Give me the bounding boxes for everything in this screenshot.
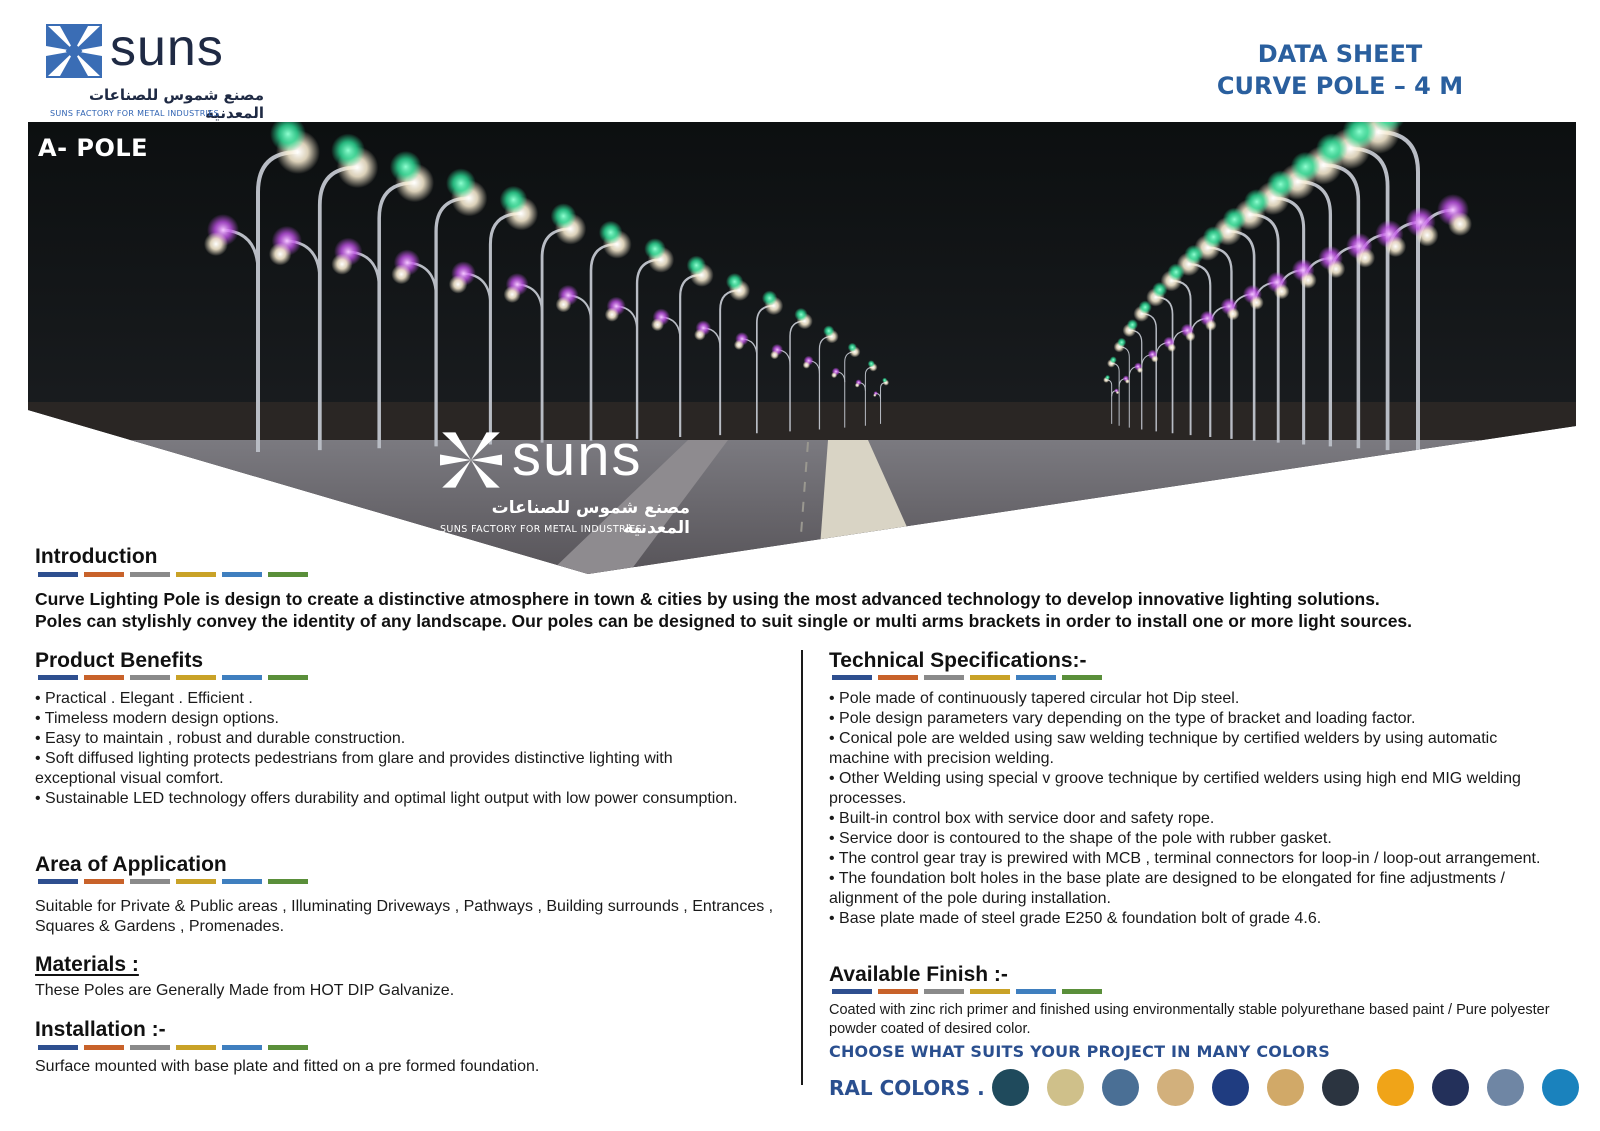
stripe-segment	[130, 675, 170, 680]
introduction-line1: Curve Lighting Pole is design to create a distinctive atmosphere in town & cities by using the most advanced technology to develop innovative lighting solutions.	[35, 589, 1380, 609]
green-lamp-glow	[1139, 301, 1152, 314]
company-logo	[46, 20, 276, 120]
stripe-segment	[222, 572, 262, 577]
stripe-segment	[878, 675, 918, 680]
white-lamp-glow	[331, 254, 352, 275]
stripe-segment	[176, 1045, 216, 1050]
white-lamp-glow	[1249, 295, 1263, 309]
installation-title: Installation :-	[35, 1018, 166, 1041]
white-lamp-glow	[1385, 236, 1406, 257]
stripe-segment	[84, 1045, 124, 1050]
available-finish-title: Available Finish :-	[829, 963, 1008, 986]
list-item: • Built-in control box with service door and safety rope.	[829, 810, 1215, 827]
green-lamp-glow	[1203, 226, 1225, 248]
stripe-segment	[176, 879, 216, 884]
stripe-segment	[1062, 989, 1102, 994]
green-lamp-glow	[1291, 152, 1321, 182]
green-lamp-glow	[687, 256, 706, 275]
green-lamp-glow	[1167, 263, 1184, 280]
stripe-segment	[268, 879, 308, 884]
list-item: • Other Welding using special v groove technique by certified welders using high end MIG welding processes.	[829, 770, 1521, 807]
brand-wordmark: suns	[110, 19, 224, 77]
list-item: • Sustainable LED technology offers durability and optimal light output with low power consumption.	[35, 790, 738, 807]
green-lamp-glow	[1127, 319, 1138, 330]
white-lamp-glow	[1355, 248, 1375, 268]
ral-color-swatch	[992, 1069, 1029, 1106]
white-lamp-glow	[1137, 367, 1143, 373]
brand-arabic-name: مصنع شموس للصناعات المعدنية	[88, 86, 264, 122]
white-lamp-glow	[831, 372, 837, 378]
hero-brand-english: SUNS FACTORY FOR METAL INDUSTRIES	[440, 524, 643, 535]
list-item: • Base plate made of steel grade E250 & foundation bolt of grade 4.6.	[829, 910, 1322, 927]
color-stripe	[38, 675, 312, 680]
green-lamp-glow	[446, 168, 476, 198]
white-lamp-glow	[1274, 284, 1290, 300]
datasheet-title-line2: CURVE POLE – 4 M	[1216, 72, 1464, 100]
green-lamp-glow	[331, 133, 365, 167]
stripe-segment	[130, 879, 170, 884]
white-lamp-glow	[803, 361, 810, 368]
stripe-segment	[84, 675, 124, 680]
green-lamp-glow	[1223, 208, 1247, 232]
list-item: • Pole design parameters vary depending on the type of bracket and loading factor.	[829, 710, 1416, 727]
white-lamp-glow	[269, 243, 292, 266]
ral-color-swatch	[1047, 1069, 1084, 1106]
stripe-segment	[1016, 989, 1056, 994]
white-lamp-glow	[1116, 391, 1119, 394]
white-lamp-glow	[391, 264, 411, 284]
white-lamp-glow	[504, 286, 521, 303]
white-lamp-glow	[651, 318, 664, 331]
stripe-segment	[222, 1045, 262, 1050]
choose-colors-tagline: CHOOSE WHAT SUITS YOUR PROJECT IN MANY COLORS	[829, 1042, 1330, 1061]
green-lamp-glow	[823, 325, 834, 336]
green-lamp-glow	[390, 151, 422, 183]
white-lamp-glow	[1416, 224, 1439, 247]
pole-type-label: A- POLE	[38, 134, 149, 162]
stripe-segment	[832, 675, 872, 680]
white-lamp-glow	[1167, 343, 1176, 352]
ral-color-swatch	[1542, 1069, 1579, 1106]
green-lamp-glow	[1105, 375, 1110, 380]
white-lamp-glow	[605, 307, 619, 321]
green-lamp-glow	[1110, 356, 1117, 363]
list-item: • Soft diffused lighting protects pedestrians from glare and provides distinctive lighting with exceptional visual comfort.	[35, 750, 673, 787]
stripe-segment	[38, 879, 78, 884]
white-lamp-glow	[1151, 355, 1158, 362]
green-lamp-glow	[1152, 282, 1167, 297]
ral-color-swatch	[1432, 1069, 1469, 1106]
ral-color-swatch	[1157, 1069, 1194, 1106]
list-item: • The foundation bolt holes in the base plate are designed to be elongated for fine adjustments / alignment of the pole during installation.	[829, 870, 1505, 907]
list-item: • Service door is contoured to the shape of the pole with rubber gasket.	[829, 830, 1332, 847]
stripe-segment	[268, 1045, 308, 1050]
green-lamp-glow	[1184, 245, 1203, 264]
color-stripe	[38, 1045, 312, 1050]
hero-brand-arabic: مصنع شموس للصناعات المعدنية	[491, 498, 690, 538]
installation-text: Surface mounted with base plate and fitted on a pre formed foundation.	[35, 1058, 540, 1075]
white-lamp-glow	[1205, 319, 1217, 331]
white-lamp-glow	[1226, 307, 1239, 320]
ral-color-swatches	[992, 1069, 1579, 1106]
stripe-segment	[38, 1045, 78, 1050]
suns-logo-icon	[46, 24, 102, 78]
stripe-segment	[84, 879, 124, 884]
brand-english-name: SUNS FACTORY FOR METAL INDUSTRIES	[50, 109, 219, 118]
hero-watermark-logo	[440, 423, 700, 548]
color-stripe	[832, 675, 1106, 680]
list-item: • Pole made of continuously tapered circular hot Dip steel.	[829, 690, 1240, 707]
list-item: • Timeless modern design options.	[35, 710, 279, 727]
green-lamp-glow	[762, 290, 777, 305]
green-lamp-glow	[868, 360, 875, 367]
list-item: • Conical pole are welded using saw welding technique by certified welders by using automatic machine with precision welding.	[829, 730, 1498, 767]
list-item: • Easy to maintain , robust and durable construction.	[35, 730, 406, 747]
green-lamp-glow	[1117, 338, 1126, 347]
stripe-segment	[1062, 675, 1102, 680]
stripe-segment	[38, 572, 78, 577]
stripe-segment	[268, 675, 308, 680]
ral-color-swatch	[1212, 1069, 1249, 1106]
white-lamp-glow	[1185, 331, 1195, 341]
product-benefits-list	[35, 689, 755, 809]
stripe-segment	[130, 572, 170, 577]
ral-color-swatch	[1102, 1069, 1139, 1106]
stripe-segment	[130, 1045, 170, 1050]
green-lamp-glow	[1316, 133, 1348, 165]
stripe-segment	[176, 572, 216, 577]
stripe-segment	[176, 675, 216, 680]
technical-specifications-list	[829, 689, 1559, 929]
area-of-application-text: Suitable for Private & Public areas , Illuminating Driveways , Pathways , Building surrounds , Entrances , Squares & Gardens , Promenades.	[35, 898, 774, 935]
stripe-segment	[222, 675, 262, 680]
white-lamp-glow	[1300, 272, 1317, 289]
white-lamp-glow	[1327, 260, 1345, 278]
color-stripe	[38, 572, 312, 577]
stripe-segment	[924, 675, 964, 680]
green-lamp-glow	[794, 308, 807, 321]
white-lamp-glow	[1448, 212, 1472, 236]
stripe-segment	[268, 572, 308, 577]
green-lamp-glow	[1244, 189, 1270, 215]
ral-color-swatch	[1377, 1069, 1414, 1106]
green-lamp-glow	[551, 203, 577, 229]
ral-colors-label: RAL COLORS .	[829, 1076, 985, 1100]
white-lamp-glow	[694, 329, 706, 341]
area-of-application-title: Area of Application	[35, 853, 227, 876]
ral-color-swatch	[1322, 1069, 1359, 1106]
stripe-segment	[1016, 675, 1056, 680]
column-divider	[801, 650, 803, 1085]
green-lamp-glow	[726, 273, 743, 290]
street-lights-illustration	[28, 122, 1576, 574]
available-finish-text: Coated with zinc rich primer and finished using environmentally stable polyurethane based paint / Pure polyester powder coated of desired color.	[829, 1002, 1550, 1037]
white-lamp-glow	[204, 232, 228, 256]
color-stripe	[832, 989, 1106, 994]
stripe-segment	[970, 989, 1010, 994]
green-lamp-glow	[599, 221, 623, 245]
white-lamp-glow	[855, 383, 860, 388]
list-item: • Practical . Elegant . Efficient .	[35, 690, 253, 707]
green-lamp-glow	[500, 186, 528, 214]
introduction-line2: Poles can stylishly convey the identity of any landscape. Our poles can be designed to suit single or multi arms brackets in order to install one or more light sources.	[35, 611, 1413, 631]
color-stripe	[38, 879, 312, 884]
green-lamp-glow	[848, 343, 857, 352]
stripe-segment	[832, 989, 872, 994]
white-lamp-glow	[1125, 379, 1130, 384]
datasheet-title-line1: DATA SHEET	[1257, 40, 1423, 68]
green-lamp-glow	[644, 238, 666, 260]
suns-logo-icon	[440, 428, 502, 492]
green-lamp-glow	[882, 378, 887, 383]
stripe-segment	[38, 675, 78, 680]
green-lamp-glow	[1267, 170, 1295, 198]
introduction-title: Introduction	[35, 545, 158, 568]
stripe-segment	[924, 989, 964, 994]
stripe-segment	[878, 989, 918, 994]
stripe-segment	[222, 879, 262, 884]
white-lamp-glow	[770, 351, 779, 360]
ral-color-swatch	[1267, 1069, 1304, 1106]
technical-specifications-title: Technical Specifications:-	[829, 649, 1087, 672]
white-lamp-glow	[449, 275, 467, 293]
ral-color-swatch	[1487, 1069, 1524, 1106]
product-benefits-title: Product Benefits	[35, 649, 204, 672]
white-lamp-glow	[734, 340, 744, 350]
introduction-text	[35, 588, 1565, 632]
stripe-segment	[970, 675, 1010, 680]
white-lamp-glow	[873, 394, 876, 397]
hero-brand-wordmark: suns	[512, 423, 643, 488]
datasheet-title	[1190, 38, 1490, 102]
stripe-segment	[84, 572, 124, 577]
materials-title: Materials :	[35, 953, 139, 976]
hero-photo	[28, 122, 1576, 574]
materials-text: These Poles are Generally Made from HOT DIP Galvanize.	[35, 982, 455, 999]
white-lamp-glow	[556, 297, 572, 313]
list-item: • The control gear tray is prewired with MCB , terminal connectors for loop-in / loop-out arrangement.	[829, 850, 1541, 867]
